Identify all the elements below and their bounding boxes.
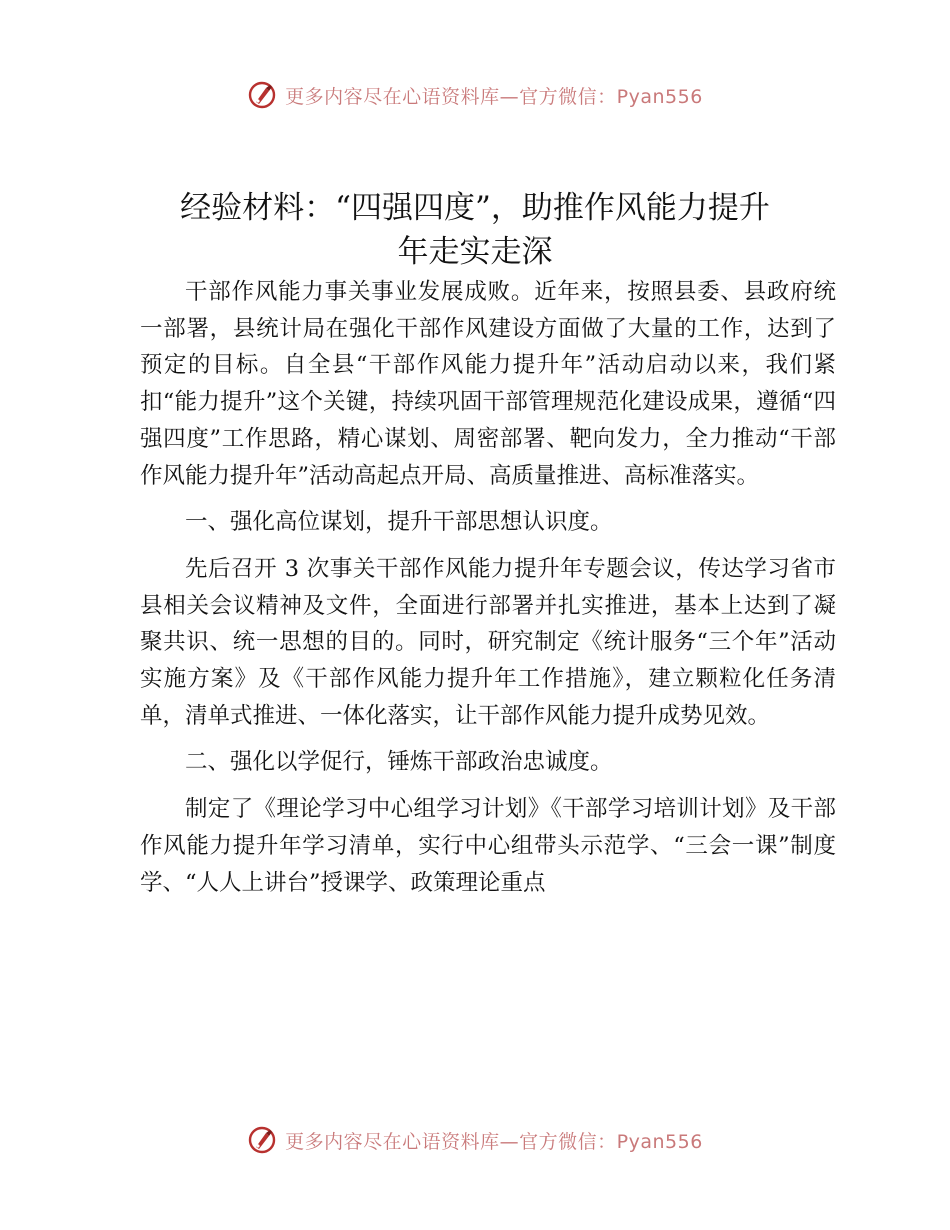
pen-nib-logo-icon [247,1125,277,1155]
document-title-line-2: 年走实走深 [397,234,553,270]
footer-watermark-banner [0,1120,950,1160]
pen-nib-logo-icon [247,80,277,110]
document-title-line-1: 经验材料：“四强四度”，助推作风能力提升 [180,190,770,226]
paragraph-section-1: 先后召开 3 次事关干部作风能力提升年专题会议，传达学习省市县相关会议精神及文件，全面进行部署并扎实推进，基本上达到了凝聚共识、统一思想的目的。同时，研究制定《统计服务“三个年”活动实施方案》及《干部作风能力提升年工作措施》，建立颗粒化任务清单，清单式推进、一体化落实，让干部作风能力提升成势见效。 [140,555,836,729]
section-heading-2: 二、强化以学促行，锤炼干部政治忠诚度。 [185,749,613,776]
document-title [100,186,850,274]
section-heading-1: 一、强化高位谋划，提升干部思想认识度。 [185,509,613,536]
paragraph-intro: 干部作风能力事关事业发展成败。近年来，按照县委、县政府统一部署，县统计局在强化干部作风建设方面做了大量的工作，达到了预定的目标。自全县“干部作风能力提升年”活动启动以来，我们紧扣“能力提升”这个关键，持续巩固干部管理规范化建设成果，遵循“四强四度”工作思路，精心谋划、周密部署、靶向发力，全力推动“干部作风能力提升年”活动高起点开局、高质量推进、高标准落实。 [140,279,836,489]
header-watermark-banner [0,75,950,115]
document-body [140,274,836,901]
header-watermark-text: 更多内容尽在心语资料库—官方微信：Pyan556 [285,85,703,108]
footer-watermark-text: 更多内容尽在心语资料库—官方微信：Pyan556 [285,1130,703,1153]
paragraph-section-2: 制定了《理论学习中心组学习计划》《干部学习培训计划》及干部作风能力提升年学习清单，实行中心组带头示范学、“三会一课”制度学、“人人上讲台”授课学、政策理论重点 [140,796,836,896]
